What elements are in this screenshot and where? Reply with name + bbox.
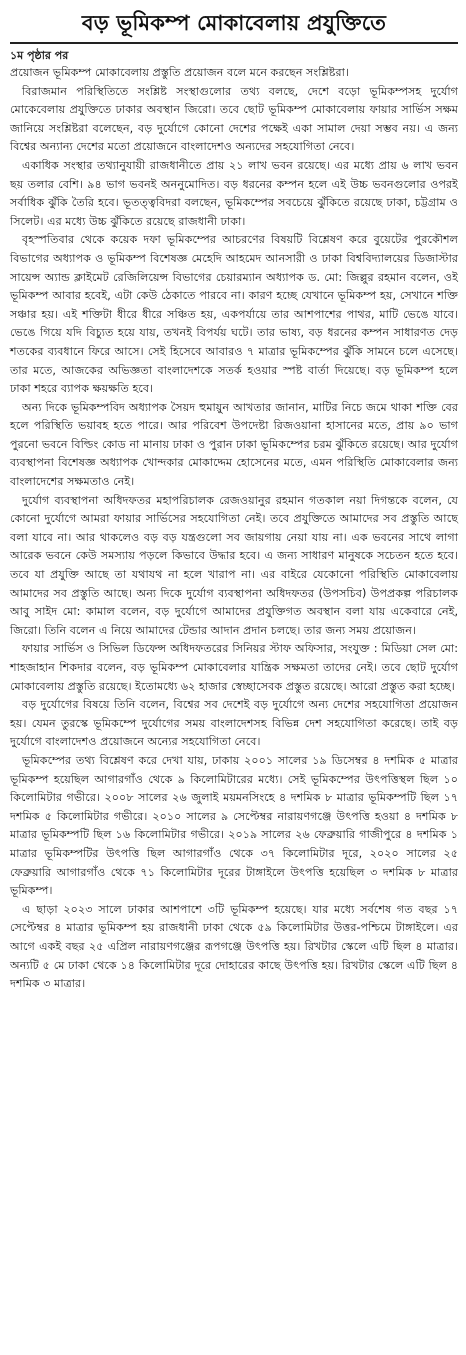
continuation-label: ১ম পৃষ্ঠার পর	[10, 49, 69, 62]
paragraph-4: বৃহস্পতিবার থেকে কয়েক দফা ভূমিকম্পের আচরণের বিষয়টি বিশ্লেষণ করে বুয়েটের পুরকৌশল বিভাগের অধ্যাপক ও ভূমিকম্প বিশেষজ্ঞ মেহেদি আহমেদ আনসারী ও ঢাকা বিশ্ববিদ্যালয়ের ডিজাস্টার সায়েন্স অ্যান্ড ক্লাইমেট রেজিলিয়েন্স বিভাগের চেয়ারম্যান অধ্যাপক ড. মো: জিল্লুর রহমান বলেন, ওই ভূমিকম্প আবার হবেই, এটা কেউ ঠেকাতে পারবে না। কারণ হচ্ছে যেখানে ভূমিকম্প হয়, সেখানে শক্তি সঞ্চার হয়। এই শক্তিটা ধীরে ধীরে সঞ্চিত হয়, একপর্যায়ে তার আশপাশের পাথর, মাটি ভেঙে যাবে। ভেঙে গিয়ে যদি বিচ্যুত হয়ে যায়, তখনই বিপর্যয় ঘটে। তার ভাষ্য, বড় ধরনের কম্পন সাধারণত দেড় শতকের ব্যবধানে ফিরে আসে। সেই হিসেবে আবারও ৭ মাত্রার ভূমিকম্পের ঝুঁকি সামনে চলে এসেছে। তার মতে, আজকের অভিজ্ঞতা বাংলাদেশকে সতর্ক হওয়ার স্পষ্ট বার্তা দিয়েছে। বড় ভূমিকম্প হলে ঢাকা শহরে ব্যাপক ক্ষয়ক্ষতি হবে।	[10, 233, 458, 396]
paragraph-2: বিরাজমান পরিস্থিতিতে সংশ্লিষ্ট সংস্থাগুলোর তথ্য বলছে, দেশে বড়ো ভূমিকম্পসহ দুর্যোগ মোকেবেলায় প্রযুক্তিতে ঢাকার অবস্থান জিরো। তবে ছোট ভূমিকম্প মোকাবেলায় ফায়ার সার্ভিস সক্ষম জানিয়ে সংশ্লিষ্টরা বলেছেন, বড় দুর্যোগে কোনো দেশের পক্ষেই একা সামাল দেয়া সম্ভব নয়। এ জন্য বিশ্বের অন্যান্য দেশের মতো প্রয়োজনে বাংলাদেশও অন্যদের সহযোগিতা নেবে।	[10, 84, 458, 154]
paragraph-6: দুর্যোগ ব্যবস্থাপনা অধিদফতর মহাপরিচালক রেজওয়ানুর রহমান গতকাল নয়া দিগন্তকে বলেন, যে কোনো দুর্যোগে আমরা ফায়ার সার্ভিসের সহযোগিতা নেই। তবে প্রযুক্তিতে আমাদের সব প্রস্তুতি আছে বলা যাবে না। আর থাকলেও বড় বড় যন্ত্রগুলো সব জায়গায় নেয়া যায় না। এক ভবনের সাথে লাগা আরেক ভবনে কেউ সমস্যায় পড়লে কিভাবে উদ্ধার হবে। এ জন্য সাধারণ মানুষকে সচেতন হতে হবে। তবে যা প্রযুক্তি আছে তা যথাযথ না হলে খারাপ না। এর বাইরে যেকোনো পরিস্থিতি মোকাবেলায় আমাদের সব প্রস্তুতি আছে। অন্য দিকে দুর্যোগ ব্যবস্থাপনা অধিদফতর (উপসচিব) উপপ্রকল্প পরিচালক আবু সাইদ মো: কামাল বলেন, বড় দুর্যোগে আমাদের প্রযুক্তিগত অবস্থান বলা যায় একেবারে নেই, জিরো। তিনি বলেন এ নিয়ে আমাদের টেন্ডার আদান প্রদান চলছে। তার জন্য সময় প্রয়োজন।	[10, 493, 458, 637]
paragraph-8: বড় দুর্যোগের বিষয়ে তিনি বলেন, বিশ্বের সব দেশেই বড় দুর্যোগে অন্য দেশের সহযোগিতা প্রয়োজন হয়। যেমন তুরস্কে ভূমিকম্পে দুর্যোগের সময় বাংলাদেশসহ বিভিন্ন দেশ সহযোগিতা করেছে। তাই বড় দুর্যোগে বাংলাদেশও প্রয়োজনে অন্যের সহযোগিতা নেবে।	[10, 698, 458, 749]
paragraph-9: ভূমিকম্পের তথ্য বিশ্লেষণ করে দেখা যায়, ঢাকায় ২০০১ সালের ১৯ ডিসেম্বর ৪ দশমিক ৫ মাত্রার ভূমিকম্প হয়েছিল আগারগাঁও থেকে ৯ কিলোমিটারের মধ্যে। সেই ভূমিকম্পের উৎপত্তিস্থল ছিল ১০ কিলোমিটার গভীরে। ২০০৮ সালের ২৬ জুলাই ময়মনসিংহে ৪ দশমিক ৮ মাত্রার ভূমিকম্পটি ছিল ১৭ দশমিক ৫ কিলোমিটার গভীরে। ২০১০ সালের ৯ সেপ্টেম্বর নারায়ণগঞ্জে উৎপত্তি হওয়া ৪ দশমিক ৮ মাত্রার ভূমিকম্পটি ছিল ১৬ কিলোমিটার গভীরে। ২০১৯ সালের ২৬ ফেব্রুয়ারি গাজীপুরে ৪ দশমিক ১ মাত্রার ভূমিকম্পটির উৎপত্তি ছিল আগারগাঁও থেকে ৩৭ কিলোমিটার দূরে, ২০২০ সালের ২৫ ফেব্রুয়ারি আগারগাঁও থেকে ৭১ কিলোমিটার দূরের টাঙ্গাইলে উৎপত্তি হয়েছিল ৩ দশমিক ৮ মাত্রার ভূমিকম্প।	[10, 753, 458, 898]
paragraph-10: এ ছাড়া ২০২৩ সালে ঢাকার আশপাশে ৩টি ভূমিকম্প হয়েছে। যার মধ্যে সর্বশেষ গত বছর ১৭ সেপ্টেম্বর ৪ মাত্রার ভূমিকম্প হয় রাজধানী ঢাকা থেকে ৫৯ কিলোমিটার উত্তর-পশ্চিমে টাঙ্গাইলে। এর আগে একই বছর ২৫ এপ্রিল নারায়ণগঞ্জের রূপগঞ্জে উৎপত্তি হয়। রিখটার স্কেলে এটি ছিল ৪ মাত্রার। অন্যটি ৫ মে ঢাকা থেকে ১৪ কিলোমিটার দূরে দোহারের কাছে উৎপত্তি হয়। রিখটার স্কেলে এটি ছিল ৪ দশমিক ৩ মাত্রার।	[10, 902, 458, 991]
paragraph-3: একাধিক সংস্থার তথ্যানুযায়ী রাজধানীতে প্রায় ২১ লাখ ভবন রয়েছে। এর মধ্যে প্রায় ৬ লাখ ভবন ছয় তলার বেশি। ৯৪ ভাগ ভবনই অননুমোদিত। বড় ধরনের কম্পন হলে এই উচ্চ ভবনগুলোর ওপরই সর্বাধিক ঝুঁকি তৈরি হবে। ভূতত্ত্ববিদরা বলছেন, ভূমিকম্পের সবচেয়ে ঝুঁকিতে রয়েছে ঢাকা, চট্টগ্রাম ও সিলেট। এর মধ্যে উচ্চ ঝুঁকিতে রয়েছে রাজধানী ঢাকা।	[10, 158, 458, 228]
headline: বড় ভূমিকম্প মোকাবেলায় প্রযুক্তিতে	[81, 11, 387, 35]
paragraph-1: প্রয়োজন ভূমিকম্প মোকাবেলায় প্রস্তুতি প্রয়োজন বলে মনে করছেন সংশ্লিষ্টরা।	[10, 66, 349, 79]
paragraph-5: অন্য দিকে ভূমিকম্পবিদ অধ্যাপক সৈয়দ হুমায়ুন আখতার জানান, মাটির নিচে জমে থাকা শক্তি বের হলে পরিস্থিতি ভয়াবহ হতে পারে। আর পরিবেশ উপদেষ্টা রিজওয়ানা হাসানের মতে, প্রায় ৯০ ভাগ পুরনো ভবনে বিল্ডিং কোড না মানায় ঢাকা ও পুরান ঢাকা ভূমিকম্পের চরম ঝুঁকিতে রয়েছে। আর দুর্যোগ ব্যবস্থাপনা বিশেষজ্ঞ অধ্যাপক খোন্দকার মোকাদ্দেম হোসেনের মতে, এমন পরিস্থিতি মোকাবেলার জন্য বাংলাদেশের সক্ষমতাও নেই।	[10, 400, 458, 489]
paragraph-7: ফায়ার সার্ভিস ও সিভিল ডিফেন্স অধিদফতরের সিনিয়র স্টাফ অফিসার, সংযুক্ত : মিডিয়া সেল মো: শাহজাহান শিকদার বলেন, বড় ভূমিকম্প মোকাবেলার যান্ত্রিক সক্ষমতা তাদের নেই। তবে ছোট দুর্যোগ মোকাবেলায় প্রস্তুতি রয়েছে। ইতোমধ্যে ৬২ হাজার স্বেচ্ছাসেবক প্রস্তুত রয়েছে। আরো প্রস্তুত করা হচ্ছে।	[10, 642, 458, 693]
headline-rule	[10, 42, 458, 44]
article-body	[10, 64, 458, 994]
